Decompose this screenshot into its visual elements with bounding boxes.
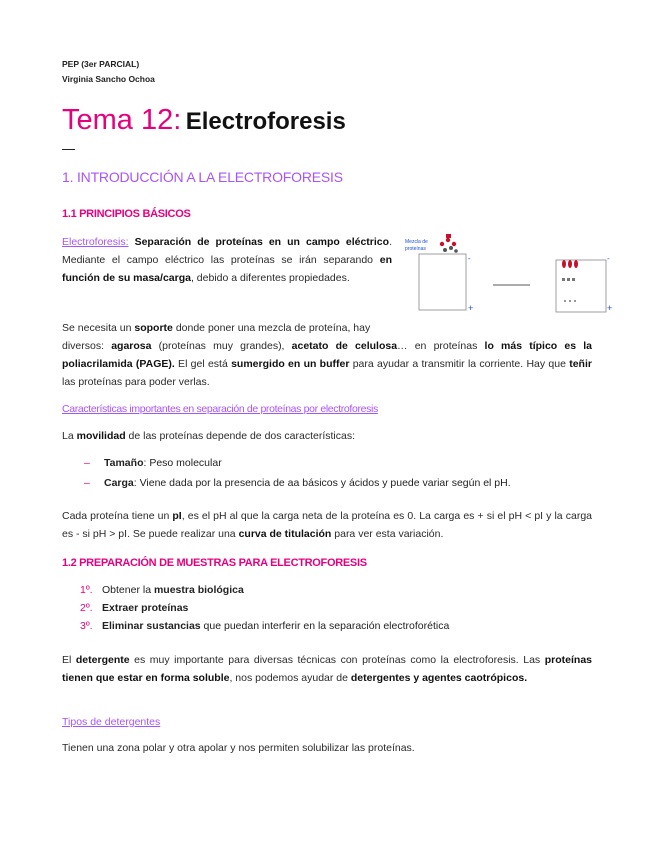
minus-sign-left: -: [468, 254, 471, 263]
title-topic: Electroforesis: [185, 108, 346, 135]
list-item: 1º. Obtener la muestra biológica: [80, 584, 244, 596]
support-paragraph-line1: Se necesita un soporte donde poner una mezcla de proteína, hay: [62, 322, 371, 334]
subsection-heading-principles: 1.1 PRINCIPIOS BÁSICOS: [62, 208, 191, 220]
title-prefix: Tema 12:: [62, 104, 182, 136]
plus-sign-left: +: [468, 303, 474, 313]
minus-sign-right: -: [607, 254, 610, 263]
plus-sign-right: +: [607, 303, 613, 313]
figure-label-line1: Mezcla de: [405, 239, 428, 245]
detergent-paragraph: El detergente es muy importante para diversas técnicas con proteínas como la electroforesis. Las proteínas tienen que estar en forma soluble, nos podemos ayudar de detergentes y agentes caotrópicos.: [62, 654, 592, 684]
title-underline: [62, 149, 75, 150]
gel-before: [419, 254, 466, 310]
list-item: 2º. Extraer proteínas: [80, 602, 189, 614]
figure-label-line2: proteínas: [405, 246, 426, 252]
electrophoresis-diagram: [398, 232, 618, 316]
intro-bold: Separación de proteínas en un campo eléctrico: [134, 236, 390, 248]
section-heading-intro: 1. INTRODUCCIÓN A LA ELECTROFORESIS: [62, 169, 343, 185]
page-title: [62, 104, 346, 137]
characteristics-link[interactable]: Características importantes en separación de proteínas por electroforesis: [62, 403, 378, 415]
list-item: 3º. Eliminar sustancias que puedan interferir en la separación electroforética: [80, 620, 450, 632]
detergent-types-text: Tienen una zona polar y otra apolar y nos permiten solubilizar las proteínas.: [62, 742, 415, 754]
pi-paragraph: Cada proteína tiene un pI, es el pH al que la carga neta de la proteína es 0. La carga es + si el pH < pI y la carga es - si pH > pI. Se puede realizar una curva de titulación para ver esta variación.: [62, 510, 592, 540]
support-paragraph: diversos: agarosa (proteínas muy grandes), acetato de celulosa… en proteínas lo más típico es la poliacrilamida (PAGE). El gel está sumergido en un buffer para ayudar a transmitir la corriente. Hay que teñir las proteínas para poder verlas.: [62, 340, 593, 388]
intro-paragraph: Electroforesis: Separación de proteínas en un campo eléctrico. Mediante el campo eléctrico las proteínas se irán separando en función de su masa/carga, debido a diferentes propiedades.: [62, 236, 392, 284]
electroforesis-link[interactable]: Electroforesis:: [62, 236, 129, 248]
subsection-heading-preparation: 1.2 PREPARACIÓN DE MUESTRAS PARA ELECTROFORESIS: [62, 557, 367, 569]
bullet-dash: –: [84, 477, 90, 489]
bullet-dash: –: [84, 457, 90, 469]
detergent-types-link[interactable]: Tipos de detergentes: [62, 716, 161, 728]
mobility-paragraph: La movilidad de las proteínas depende de dos características:: [62, 430, 356, 442]
author-name: Virginia Sancho Ochoa: [62, 74, 155, 84]
document-header: [62, 57, 155, 87]
separated-bands: [562, 260, 578, 302]
course-label: PEP (3er PARCIAL): [62, 59, 140, 69]
protein-mixture-icon: [440, 234, 458, 253]
